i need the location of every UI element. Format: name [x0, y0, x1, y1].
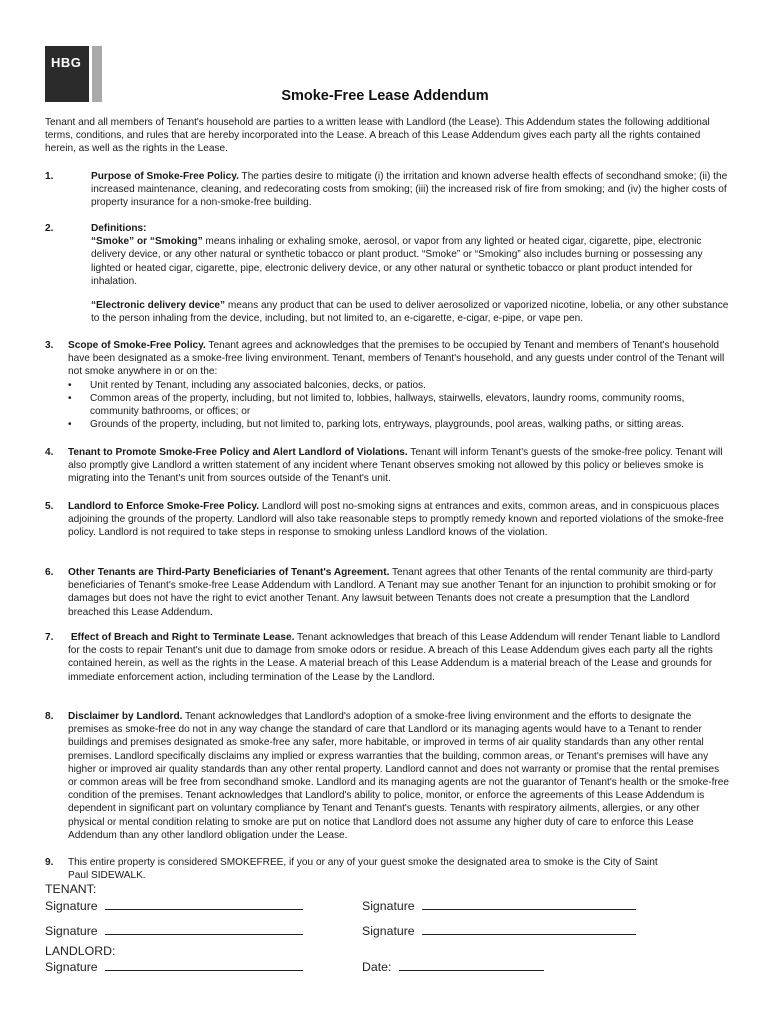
signature-label: Signature [45, 960, 98, 974]
section-heading: Tenant to Promote Smoke-Free Policy and Alert Landlord of Violations. [68, 447, 408, 458]
signature-label: Signature [362, 924, 415, 938]
tenant-label: TENANT: [45, 882, 97, 896]
section-number: 6. [45, 567, 54, 578]
section-1 [45, 170, 730, 210]
section-5 [45, 500, 730, 540]
document-title: Smoke-Free Lease Addendum [281, 88, 489, 104]
section-heading: Definitions: [91, 223, 147, 234]
definition-term-device: “Electronic delivery device” [91, 300, 226, 312]
section-9 [45, 856, 730, 882]
landlord-signature [45, 959, 303, 974]
section-number: 7. [45, 632, 54, 643]
date-label: Date: [362, 960, 392, 974]
tenant-signature-2 [362, 898, 636, 913]
section-number: 1. [45, 171, 54, 182]
section-heading: Disclaimer by Landlord. [68, 711, 183, 722]
section-heading: Landlord to Enforce Smoke-Free Policy. [68, 501, 260, 512]
section-6 [45, 566, 730, 619]
signature-line[interactable] [105, 959, 303, 971]
signature-line[interactable] [422, 923, 636, 935]
intro-paragraph: Tenant and all members of Tenant's household are parties to a written lease with Landlord (the Lease). This Addendum states the following additional terms, conditions, and rules that are hereby incorporated into the Lease. A breach of this Lease Addendum gives each party all the rights contained herein, as well as the rights in the Lease. [45, 117, 710, 155]
section-heading: Scope of Smoke-Free Policy. [68, 340, 206, 351]
section-number: 5. [45, 501, 54, 512]
section-2 [45, 222, 730, 325]
section-text: This entire property is considered SMOKEFREE, if you or any of your guest smoke the designated area to smoke is the City of Saint Paul SIDEWALK. [68, 857, 658, 882]
signature-line[interactable] [105, 923, 303, 935]
section-number: 9. [45, 857, 54, 868]
section-text: The parties desire to mitigate (i) the irritation and known adverse health effects of secondhand smoke; (ii) the increased maintenance, cleaning, and redecorating costs from smoking; (iii) the increased risk of fire from smoking; and (iv) the higher costs of property insurance for a non-smoke-free building. [91, 171, 728, 209]
signature-label: Signature [45, 924, 98, 938]
definition-text-smoke: means inhaling or exhaling smoke, aerosol, or vapor from any lighted or heated cigar, cigarette, pipe, electronic delivery device, or any other natural or synthetic tobacco or plant product. “Smoke” or “Smoking” also includes burning or possessing any lighted or heated cigar, cigarette, pipe, electronic delivery device, or any other natural or synthetic tobacco or plant product intended for inhalation. [91, 236, 703, 287]
section-3 [45, 339, 730, 431]
section-heading: Effect of Breach and Right to Terminate Lease. [70, 632, 295, 643]
section-7 [45, 631, 730, 684]
tenant-signature-4 [362, 923, 636, 938]
date-field [362, 959, 544, 974]
section-text: Tenant agrees and acknowledges that the premises to be occupied by Tenant and members of Tenant's household have been designated as a smoke-free living environment. Tenant, members of Tenant's household, and any guests under control of the Tenant will not smoke anywhere in or on the: [68, 340, 725, 378]
section-number: 2. [45, 223, 54, 234]
bullet-item: • Unit rented by Tenant, including any associated balconies, decks, or patios. [68, 379, 730, 392]
section-number: 4. [45, 447, 54, 458]
signature-line[interactable] [422, 898, 636, 910]
section-text: Tenant acknowledges that Landlord's adoption of a smoke-free living environment and the efforts to designate the premises as smoke-free do not in any way change the standard of care that Landlord or its managing agents would have to a Tenant to render buildings and premises designated as smoke-free any safer, more habitable, or improved in terms of air quality standards than any other rental premises. Landlord specifically disclaims any implied or express warranties that the building, common areas, or Tenant's premises will have any higher or improved air quality standards than any other rental property. Landlord cannot and does not warranty or promise that the rental premises or common areas will be free from secondhand smoke. Landlord and its managing agents are not the guarantor of Tenant's health or the smoke-free condition of the premises. Tenant acknowledges that Landlord's ability to police, monitor, or enforce the agreements of this Lease Addendum is dependent in significant part on voluntary compliance by Tenant and Tenant's guests. Tenants with respiratory ailments, allergies, or any other physical or mental condition relating to smoke are put on notice that Landlord does not assume any higher duty of care to enforce this Lease Addendum than any other landlord obligation under the Lease. [68, 711, 730, 841]
bullet-item: • Grounds of the property, including, but not limited to, parking lots, entryways, playgrounds, pool areas, walking paths, or sitting areas. [68, 418, 730, 431]
section-8 [45, 710, 730, 842]
section-text: Landlord will post no-smoking signs at entrances and exits, common areas, and in conspicuous places adjoining the grounds of the property. Landlord will also take reasonable steps to promptly remedy known and reported violations of the smoke-free policy. Landlord is not required to take steps in response to smoking unless Landlord knows of the violation. [68, 501, 724, 539]
section-heading: Other Tenants are Third-Party Beneficiaries of Tenant's Agreement. [68, 567, 390, 578]
definition-text-device: means any product that can be used to deliver aerosolized or vaporized nicotine, lobelia, or any other substance to the person inhaling from the device, including, but not limited to, an e-cigarette, e-cigar, e-pipe, or vape pen. [91, 300, 729, 325]
section-number: 8. [45, 711, 54, 722]
bullet-item: • Common areas of the property, including, but not limited to, lobbies, hallways, stairwells, elevators, laundry rooms, community rooms, community bathrooms, or offices; or [68, 392, 730, 418]
definition-term-smoke: “Smoke” or “Smoking” [91, 236, 203, 248]
signature-label: Signature [362, 899, 415, 913]
section-text: Tenant agrees that other Tenants of the rental community are third-party beneficiaries of Tenant's smoke-free Lease Addendum with Landlord. A Tenant may sue another Tenant for an injunction to prohibit smoking or for damages but does not have the right to evict another Tenant. Any lawsuit between Tenants does not create a presumption that the Landlord breached this Lease Addendum. [68, 567, 717, 618]
section-number: 3. [45, 340, 54, 351]
signature-line[interactable] [105, 898, 303, 910]
date-line[interactable] [399, 959, 544, 971]
section-text: Tenant will inform Tenant's guests of the smoke-free policy. Tenant will also promptly give Landlord a written statement of any incident where Tenant observes smoking not allowed by this policy or believes smoke is migrating into the Tenant's unit from sources outside of the Tenant's unit. [68, 447, 723, 485]
logo-text: HBG [51, 55, 82, 70]
section-heading: Purpose of Smoke-Free Policy. [91, 171, 239, 182]
section-text: Tenant acknowledges that breach of this Lease Addendum will render Tenant liable to Landlord for the costs to repair Tenant's unit due to damage from smoke odors or residue. A breach of this Lease Addendum gives each party all the rights contained herein, as well as the rights in the Lease. A material breach of this Lease Addendum is a material breach of the Lease and grounds for immediate enforcement action, including termination of the Lease by the Landlord. [68, 632, 720, 683]
landlord-label: LANDLORD: [45, 944, 116, 958]
tenant-signature-3 [45, 923, 303, 938]
signature-label: Signature [45, 899, 98, 913]
section-4 [45, 446, 730, 486]
tenant-signature-1 [45, 898, 303, 913]
